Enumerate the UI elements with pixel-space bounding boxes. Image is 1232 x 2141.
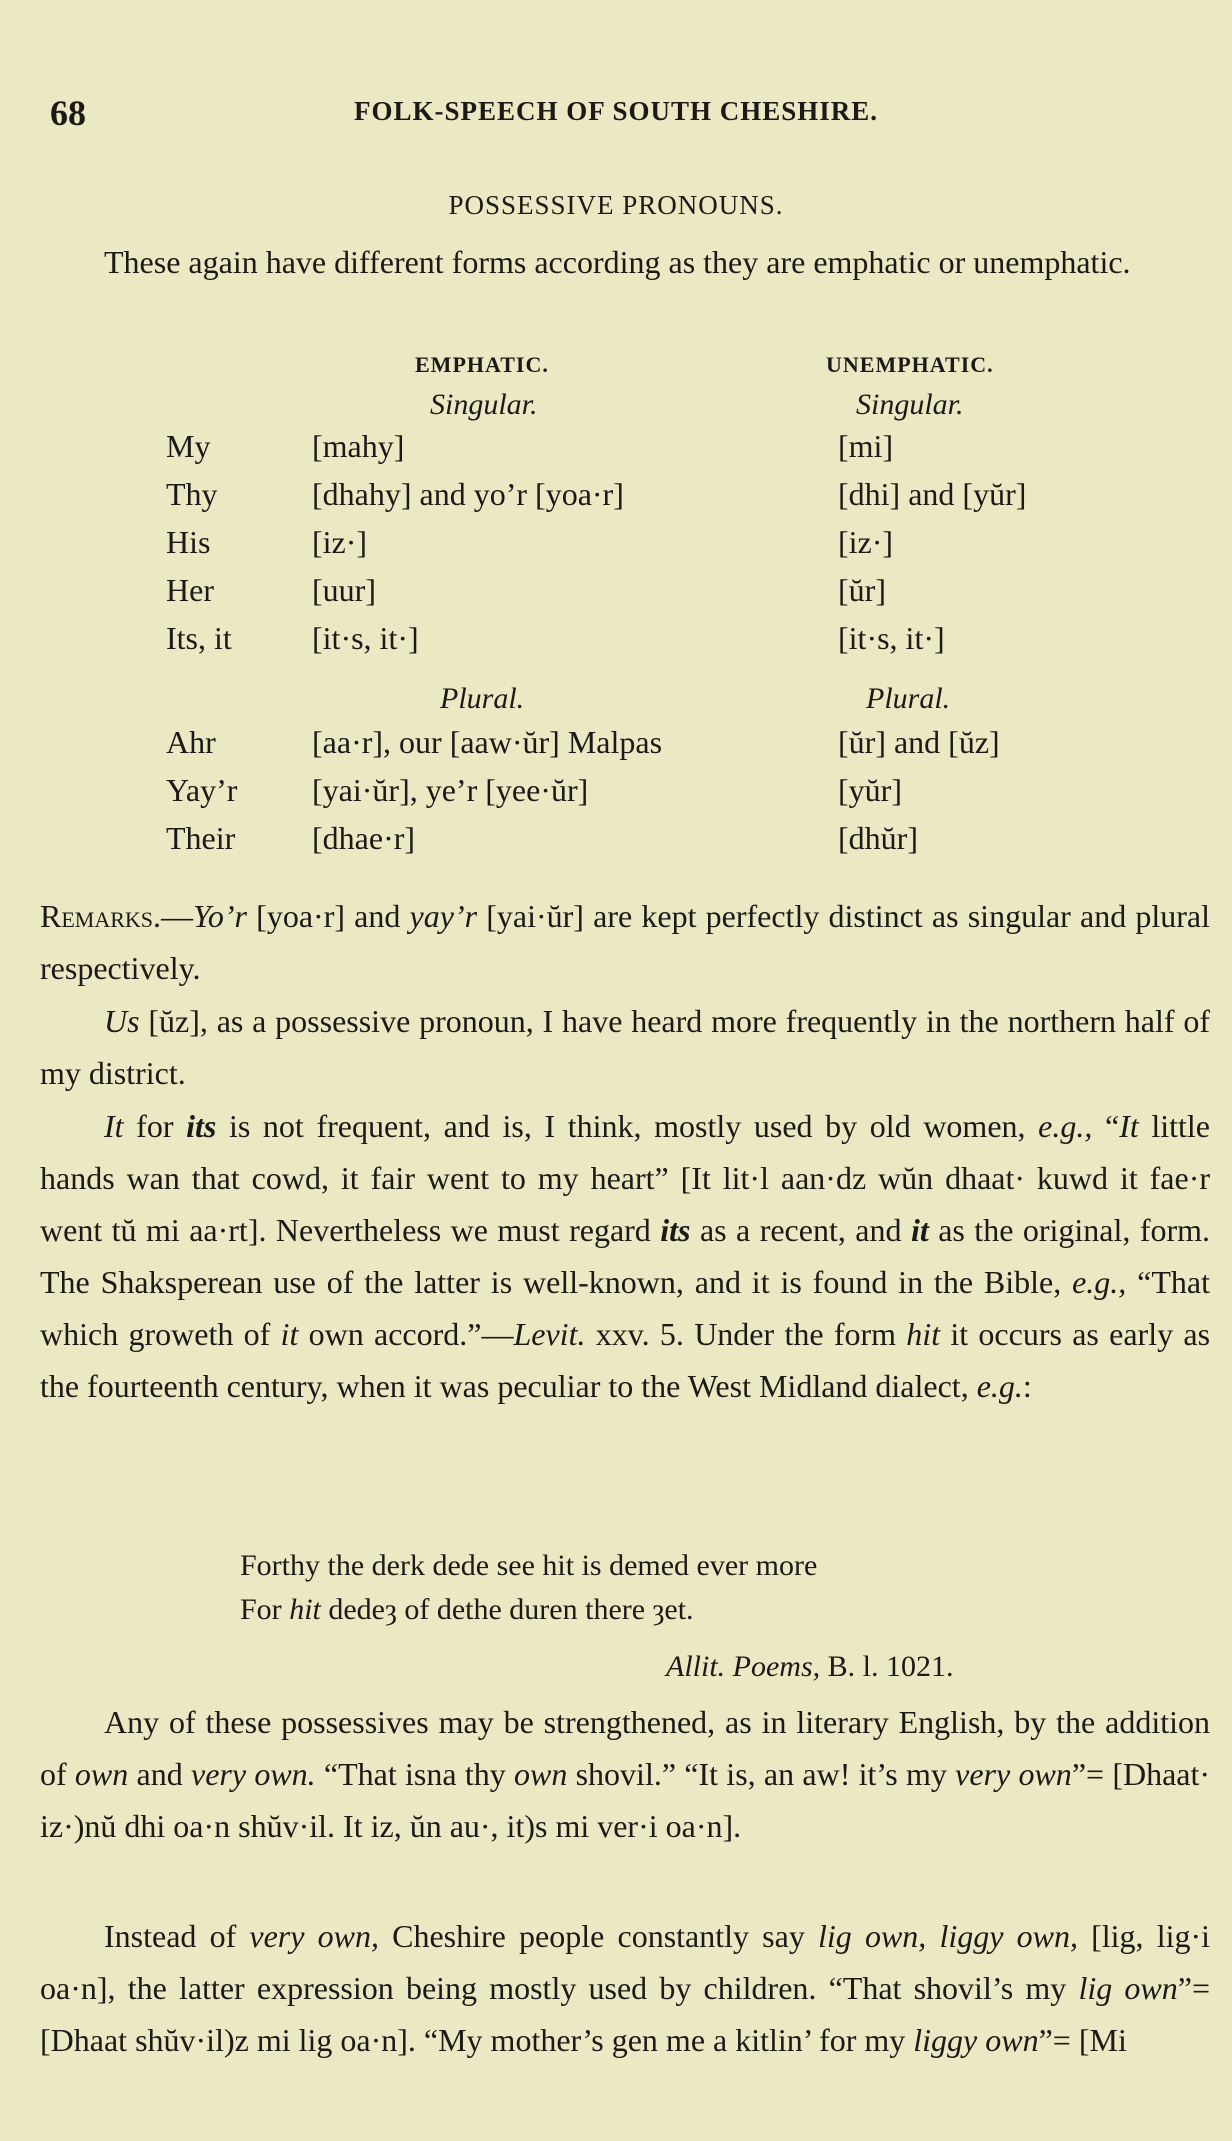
remarks-label: Remarks. [40,898,162,934]
singular-heading-unemphatic: Singular. [856,388,964,421]
pronoun-word: Yay’r [166,772,238,808]
unemphatic-heading: UNEMPHATIC. [826,352,994,377]
emphatic-form: [dhae·r] [312,820,416,856]
pronoun-word: My [166,428,211,464]
pronoun-word: Her [166,572,214,608]
pronoun-word: His [166,524,211,560]
table-row [0,524,1232,574]
pronoun-word: Ahr [166,724,216,760]
pronoun-table [0,340,1232,880]
table-row [0,476,1232,526]
emphatic-form: [aa·r], our [aaw·ŭr] Malpas [312,724,663,760]
unemphatic-form: [iz·] [838,524,894,560]
pronoun-word: Their [166,820,236,856]
verse-line-1: Forthy the derk dede see hit is demed ever more [240,1549,818,1582]
instead-paragraph: Instead of very own, Cheshire people constantly say lig own, liggy own, [lig, lig·i oa·n], the latter expression being mostly used by children. “That shovil’s my lig own”= [Dhaat shŭv·il)z mi lig oa·n]. “My mother’s gen me a kitlin’ for my liggy own”= [Mi [40,1918,1211,2058]
remarks-paragraph: Remarks.—Yo’r [yoa·r] and yay’r [yai·ŭr] are kept perfectly distinct as singular and plural respectively. [40,898,1210,986]
verse-line-2: For hit dedeȝ of dethe duren there ȝet. [240,1593,694,1626]
pronoun-word: Its, it [166,620,232,656]
us-paragraph: Us [ŭz], as a possessive pronoun, I have heard more frequently in the northern half of my district. [40,1003,1210,1091]
plural-heading-unemphatic: Plural. [866,682,951,715]
unemphatic-form: [mi] [838,428,894,464]
page-number: 68 [50,93,86,133]
emphatic-form: [iz·] [312,524,368,560]
verse-citation: Allit. Poems, B. l. 1021. [666,1650,954,1683]
emphatic-heading: EMPHATIC. [415,352,549,377]
unemphatic-form: [yŭr] [838,772,902,808]
table-row [0,428,1232,478]
any-paragraph: Any of these possessives may be strengthened, as in literary English, by the addition of own and very own. “That isna thy own shovil.” “It is, an aw! it’s my very own”= [Dhaat· iz·)nŭ dhi oa·n shŭv·il. It iz, ŭn au·, it)s mi ver·i oa·n]. [40,1704,1211,1844]
it-paragraph: It for its is not frequent, and is, I think, mostly used by old women, e.g., “It little hands wan that cowd, it fair went to my heart” [It lit·l aan·dz wŭn dhaat· kuwd it fae·r went tŭ mi aa·rt]. Nevertheless we must regard its as a recent, and it as the original, form. The Shaksperean use of the latter is well-known, and it is found in the Bible, e.g., “That which groweth of it own accord.”—Levit. xxv. 5. Under the form hit it occurs as early as the fourteenth century, when it was peculiar to the West Midland dialect, e.g.: [40,1108,1211,1404]
running-title: FOLK-SPEECH OF SOUTH CHESHIRE. [353,96,879,126]
table-row [0,820,1232,870]
unemphatic-form: [dhi] and [yŭr] [838,476,1027,512]
unemphatic-form: [it·s, it·] [838,620,945,656]
table-row [0,772,1232,822]
pronoun-word: Thy [166,476,218,512]
emphatic-form: [mahy] [312,428,405,464]
emphatic-form: [yai·ŭr], ye’r [yee·ŭr] [312,772,589,808]
intro-paragraph [40,236,1210,288]
emphatic-form: [it·s, it·] [312,620,419,656]
plural-heading-emphatic: Plural. [440,682,525,715]
unemphatic-form: [dhŭr] [838,820,918,856]
unemphatic-form: [ŭr] and [ŭz] [838,724,1000,760]
running-header [0,92,1232,138]
emphatic-form: [dhahy] and yo’r [yoa·r] [312,476,624,512]
emphatic-form: [uur] [312,572,376,608]
section-title: POSSESSIVE PRONOUNS. [448,190,784,220]
table-row [0,620,1232,670]
unemphatic-form: [ŭr] [838,572,886,608]
intro-text: These again have different forms according as they are emphatic or unemphatic. [104,244,1131,280]
table-row [0,572,1232,622]
singular-heading-emphatic: Singular. [430,388,538,421]
table-row [0,724,1232,774]
